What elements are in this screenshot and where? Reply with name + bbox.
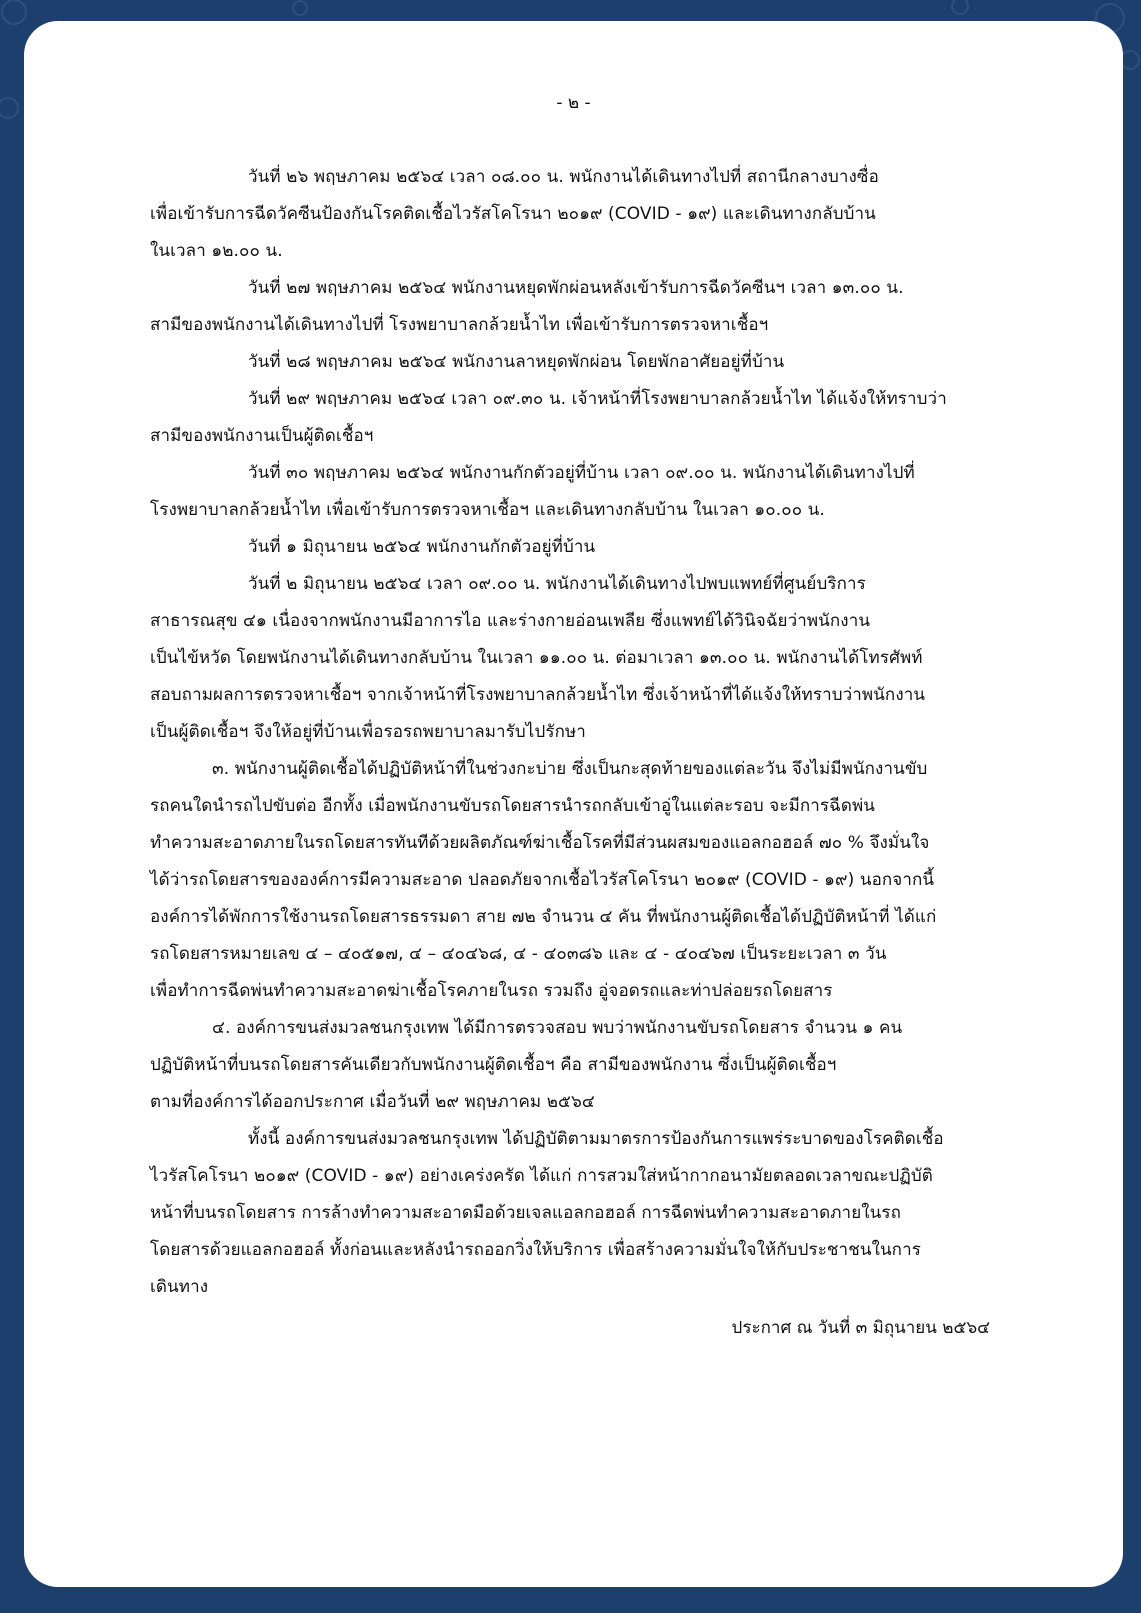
paragraph bbox=[150, 159, 1028, 270]
page-number: - ๒ - bbox=[556, 93, 591, 113]
text-line: เป็นไข้หวัด โดยพนักงานได้เดินทางกลับบ้าน ในเวลา ๑๑.๐๐ น. ต่อมาเวลา ๑๓.๐๐ น. พนักงานได้โทรศัพท์ bbox=[150, 648, 923, 668]
paragraph bbox=[150, 529, 1028, 566]
paragraph bbox=[150, 566, 1028, 751]
paragraph bbox=[150, 270, 1028, 344]
text-line: วันที่ ๒๖ พฤษภาคม ๒๕๖๔ เวลา ๐๘.๐๐ น. พนักงานได้เดินทางไปที่ สถานีกลางบางซื่อ bbox=[248, 167, 879, 187]
text-line: วันที่ ๑ มิถุนายน ๒๕๖๔ พนักงานกักตัวอยู่ที่บ้าน bbox=[248, 537, 596, 557]
text-line: องค์การได้พักการใช้งานรถโดยสารธรรมดา สาย ๗๒ จำนวน ๔ คัน ที่พนักงานผู้ติดเชื้อได้ปฏิบัติหน้าที่ ได้แก่ bbox=[150, 907, 937, 927]
text-line: รถโดยสารหมายเลข ๔ – ๔๐๕๑๗, ๔ – ๔๐๔๖๘, ๔ - ๔๐๓๘๖ และ ๔ - ๔๐๔๖๗ เป็นระยะเวลา ๓ วัน bbox=[150, 944, 887, 964]
paragraph bbox=[150, 1010, 1028, 1121]
text-line: ๓. พนักงานผู้ติดเชื้อได้ปฏิบัติหน้าที่ในช่วงกะบ่าย ซึ่งเป็นกะสุดท้ายของแต่ละวัน จึงไม่มีพนักงานขับ bbox=[212, 759, 928, 779]
text-line: วันที่ ๒๙ พฤษภาคม ๒๕๖๔ เวลา ๐๙.๓๐ น. เจ้าหน้าที่โรงพยาบาลกล้วยน้ำไท ได้แจ้งให้ทราบว่า bbox=[248, 389, 947, 409]
text-line: วันที่ ๓๐ พฤษภาคม ๒๕๖๔ พนักงานกักตัวอยู่ที่บ้าน เวลา ๐๙.๐๐ น. พนักงานได้เดินทางไปที่ bbox=[248, 463, 915, 483]
text-line: ตามที่องค์การได้ออกประกาศ เมื่อวันที่ ๒๙ พฤษภาคม ๒๕๖๔ bbox=[150, 1092, 595, 1112]
paragraph bbox=[150, 381, 1028, 455]
text-line: สามีของพนักงานเป็นผู้ติดเชื้อฯ bbox=[150, 426, 374, 446]
text-line: ได้ว่ารถโดยสารขององค์การมีความสะอาด ปลอดภัยจากเชื้อไวรัสโคโรนา ๒๐๑๙ (COVID - ๑๙) นอกจากนี้ bbox=[150, 870, 935, 890]
document-page bbox=[24, 21, 1123, 1587]
text-line: เพื่อเข้ารับการฉีดวัคซีนป้องกันโรคติดเชื้อไวรัสโคโรนา ๒๐๑๙ (COVID - ๑๙) และเดินทางกลับบ้าน bbox=[150, 204, 876, 224]
text-line: วันที่ ๒ มิถุนายน ๒๕๖๔ เวลา ๐๙.๐๐ น. พนักงานได้เดินทางไปพบแพทย์ที่ศูนย์บริการ bbox=[248, 574, 866, 594]
announcement-date: ประกาศ ณ วันที่ ๓ มิถุนายน ๒๕๖๔ bbox=[731, 1318, 990, 1338]
paragraph bbox=[150, 455, 1028, 529]
text-line: เป็นผู้ติดเชื้อฯ จึงให้อยู่ที่บ้านเพื่อรอรถพยาบาลมารับไปรักษา bbox=[150, 722, 586, 742]
text-line: เพื่อทำการฉีดพ่นทำความสะอาดฆ่าเชื้อโรคภายในรถ รวมถึง อู่จอดรถและท่าปล่อยรถโดยสาร bbox=[150, 981, 833, 1001]
text-line: ทำความสะอาดภายในรถโดยสารทันทีด้วยผลิตภัณฑ์ฆ่าเชื้อโรคที่มีส่วนผสมของแอลกอฮอล์ ๗๐ % จึงมั่นใจ bbox=[150, 833, 930, 853]
text-line: ทั้งนี้ องค์การขนส่งมวลชนกรุงเทพ ได้ปฏิบัติตามมาตรการป้องกันการแพร่ระบาดของโรคติดเชื้อ bbox=[248, 1129, 944, 1149]
paragraph bbox=[150, 1121, 1028, 1306]
text-line: รถคนใดนำรถไปขับต่อ อีกทั้ง เมื่อพนักงานขับรถโดยสารนำรถกลับเข้าอู่ในแต่ละรอบ จะมีการฉีดพ่น bbox=[150, 796, 876, 816]
text-line: เดินทาง bbox=[150, 1277, 209, 1297]
text-line: สาธารณสุข ๔๑ เนื่องจากพนักงานมีอาการไอ และร่างกายอ่อนเพลีย ซึ่งแพทย์ได้วินิจฉัยว่าพนักงาน bbox=[150, 611, 871, 631]
paragraph bbox=[150, 751, 1028, 1010]
text-line: ไวรัสโคโรนา ๒๐๑๙ (COVID - ๑๙) อย่างเคร่งครัด ได้แก่ การสวมใส่หน้ากากอนามัยตลอดเวลาขณะปฏิบัติ bbox=[150, 1166, 933, 1186]
text-line: วันที่ ๒๗ พฤษภาคม ๒๕๖๔ พนักงานหยุดพักผ่อนหลังเข้ารับการฉีดวัคซีนฯ เวลา ๑๓.๐๐ น. bbox=[248, 278, 904, 298]
text-line: ๔. องค์การขนส่งมวลชนกรุงเทพ ได้มีการตรวจสอบ พบว่าพนักงานขับรถโดยสาร จำนวน ๑ คน bbox=[212, 1018, 903, 1038]
text-line: สอบถามผลการตรวจหาเชื้อฯ จากเจ้าหน้าที่โรงพยาบาลกล้วยน้ำไท ซึ่งเจ้าหน้าที่ได้แจ้งให้ทราบว่าพนักงาน bbox=[150, 685, 926, 705]
text-line: สามีของพนักงานได้เดินทางไปที่ โรงพยาบาลกล้วยน้ำไท เพื่อเข้ารับการตรวจหาเชื้อฯ bbox=[150, 315, 769, 335]
paragraph bbox=[150, 344, 1028, 381]
text-line: ปฏิบัติหน้าที่บนรถโดยสารคันเดียวกับพนักงานผู้ติดเชื้อฯ คือ สามีของพนักงาน ซึ่งเป็นผู้ติดเชื้อฯ bbox=[150, 1055, 837, 1075]
text-line: ในเวลา ๑๒.๐๐ น. bbox=[150, 241, 283, 261]
text-line: โรงพยาบาลกล้วยน้ำไท เพื่อเข้ารับการตรวจหาเชื้อฯ และเดินทางกลับบ้าน ในเวลา ๑๐.๐๐ น. bbox=[150, 500, 825, 520]
text-line: วันที่ ๒๘ พฤษภาคม ๒๕๖๔ พนักงานลาหยุดพักผ่อน โดยพักอาศัยอยู่ที่บ้าน bbox=[248, 352, 785, 372]
text-line: หน้าที่บนรถโดยสาร การล้างทำความสะอาดมือด้วยเจลแอลกอฮอล์ การฉีดพ่นทำความสะอาดภายในรถ bbox=[150, 1203, 902, 1223]
text-line: โดยสารด้วยแอลกอฮอล์ ทั้งก่อนและหลังนำรถออกวิ่งให้บริการ เพื่อสร้างความมั่นใจให้กับประชาชนในการ bbox=[150, 1240, 921, 1260]
document-body bbox=[150, 159, 1028, 1306]
